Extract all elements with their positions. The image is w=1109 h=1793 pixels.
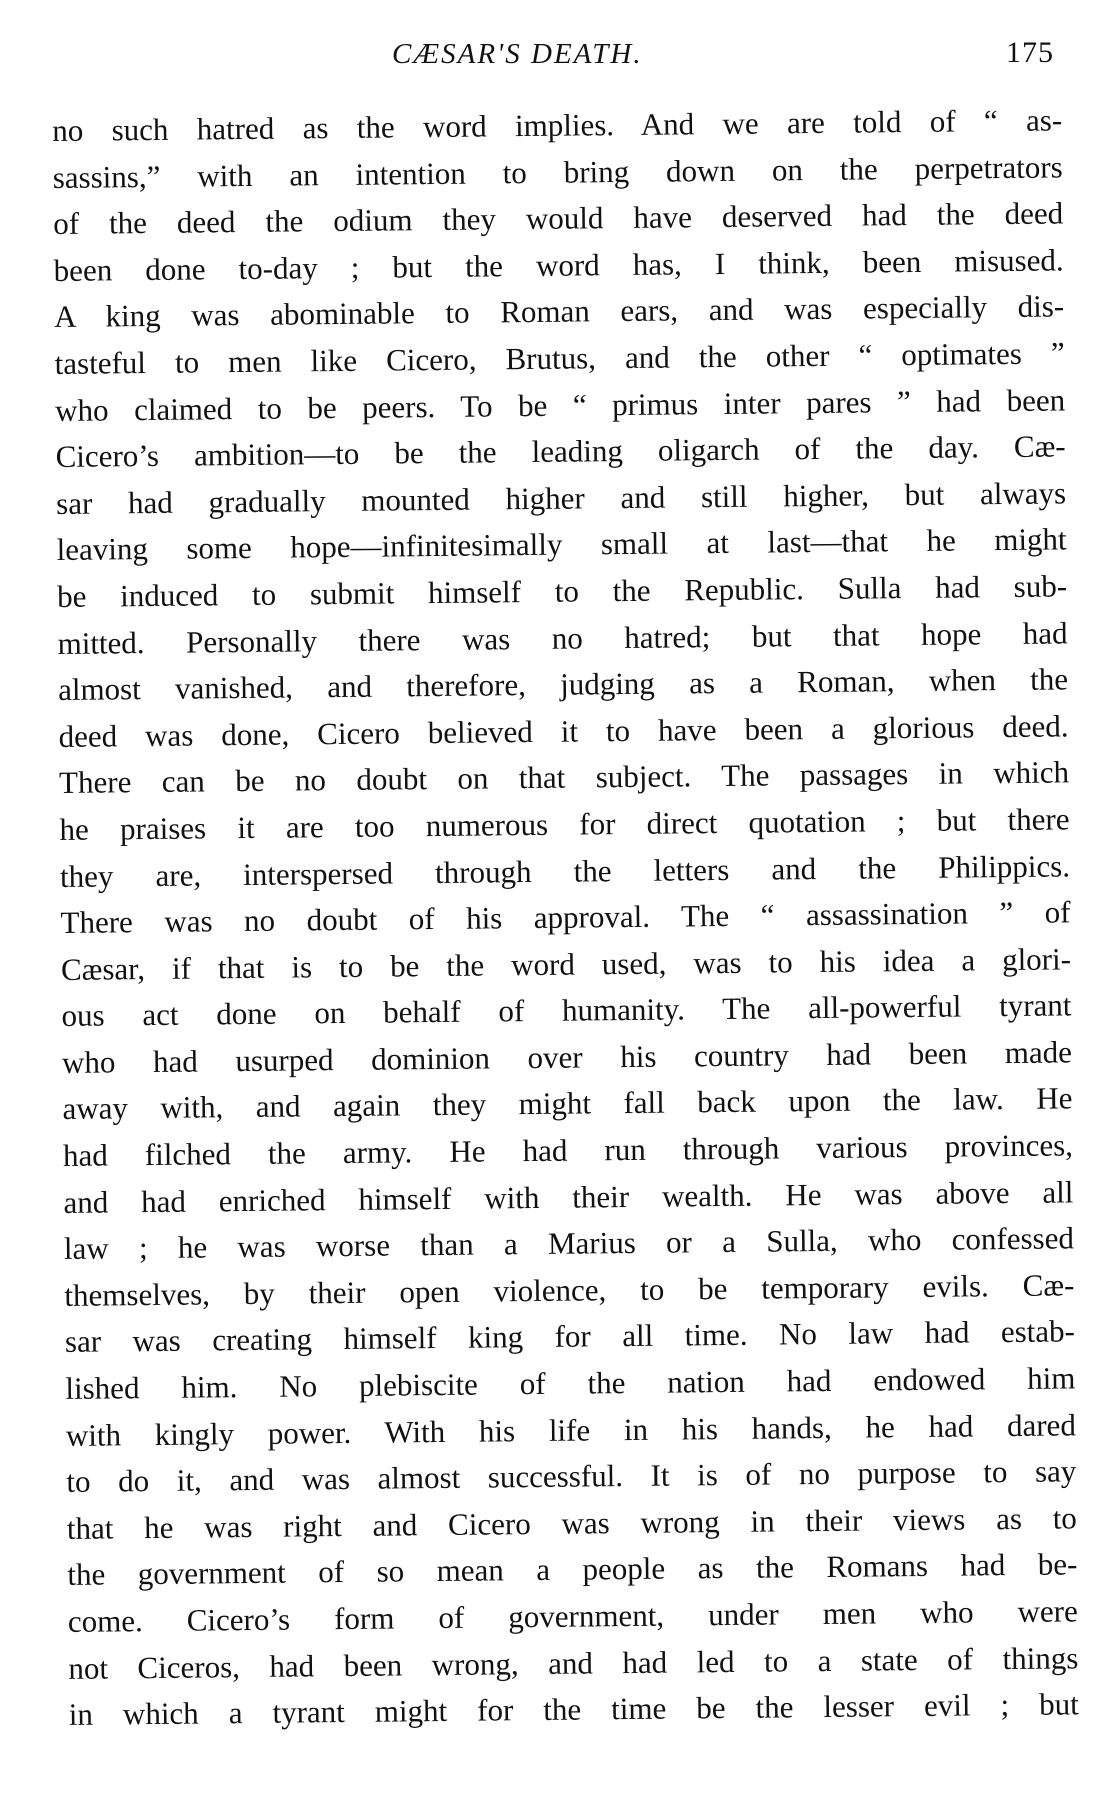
body-text	[52, 97, 1079, 1738]
text-line: no such hatred as the word implies. And we are told of “ as-	[52, 102, 1063, 148]
text-line: been done to-day ; but the word has, I think, been misused.	[53, 242, 1064, 288]
text-line: Cicero’s ambition—to be the leading oligarch of the day. Cæ-	[55, 428, 1066, 475]
text-line: almost vanished, and therefore, judging as a Roman, when the	[57, 661, 1069, 708]
text-line: ous act done on behalf of humanity. The all-powerful tyrant	[61, 987, 1072, 1034]
text-line: come. Cicero’s form of government, under men who were	[67, 1593, 1078, 1639]
text-line: who claimed to be peers. To be “ primus inter pares ” had been	[54, 381, 1066, 428]
text-line: tasteful to men like Cicero, Brutus, and the other “ optimates ”	[54, 335, 1065, 381]
text-line: had filched the army. He had run through various provinces,	[62, 1127, 1074, 1174]
text-line: sar had gradually mounted higher and still higher, but always	[55, 475, 1067, 521]
text-line: mitted. Personally there was no hatred; but that hope had	[57, 614, 1068, 661]
text-line: not Ciceros, had been wrong, and had led to a state of things	[68, 1639, 1079, 1686]
text-line: sassins,” with an intention to bring down on the perpetrators	[52, 149, 1063, 195]
text-line: that he was right and Cicero was wrong in their views as to	[66, 1500, 1078, 1546]
text-line: he praises it are too numerous for direct quotation ; but there	[59, 801, 1070, 847]
text-line: be induced to submit himself to the Republic. Sulla had sub-	[56, 568, 1068, 614]
text-line: to do it, and was almost successful. It is of no purpose to say	[66, 1453, 1077, 1500]
text-line: who had usurped dominion over his country had been made	[61, 1034, 1073, 1080]
text-line: deed was done, Cicero believed it to have been a glorious deed.	[58, 708, 1069, 754]
page-number: 175	[1006, 36, 1054, 69]
text-line: A king was abominable to Roman ears, and was especially dis-	[54, 288, 1065, 335]
text-line: Cæsar, if that is to be the word used, was to his idea a glori-	[60, 941, 1072, 987]
text-line: law ; he was worse than a Marius or a Sulla, who confessed	[63, 1220, 1075, 1267]
text-line: themselves, by their open violence, to be temporary evils. Cæ-	[64, 1267, 1075, 1313]
text-line: they are, interspersed through the letters and the Philippics.	[59, 847, 1071, 894]
text-line: There can be no doubt on that subject. The passages in which	[58, 754, 1070, 801]
text-line: with kingly power. With his life in his hands, he had dared	[65, 1406, 1077, 1453]
text-line: away with, and again they might fall back upon the law. He	[62, 1080, 1073, 1127]
text-line: in which a tyrant might for the time be the lesser evil ; but	[68, 1686, 1079, 1733]
text-line: the government of so mean a people as the Romans had be-	[67, 1546, 1078, 1593]
text-line: of the deed the odium they would have deserved had the deed	[53, 195, 1064, 242]
running-head-title: CÆSAR'S DEATH.	[392, 38, 643, 70]
text-line: lished him. No plebiscite of the nation had endowed him	[65, 1360, 1076, 1406]
text-line: sar was creating himself king for all time. No law had estab-	[64, 1313, 1076, 1360]
text-line: and had enriched himself with their wealth. He was above all	[63, 1174, 1074, 1220]
text-line: leaving some hope—infinitesimally small at last—that he might	[56, 521, 1067, 568]
text-line: There was no doubt of his approval. The “ assassination ” of	[60, 894, 1071, 941]
